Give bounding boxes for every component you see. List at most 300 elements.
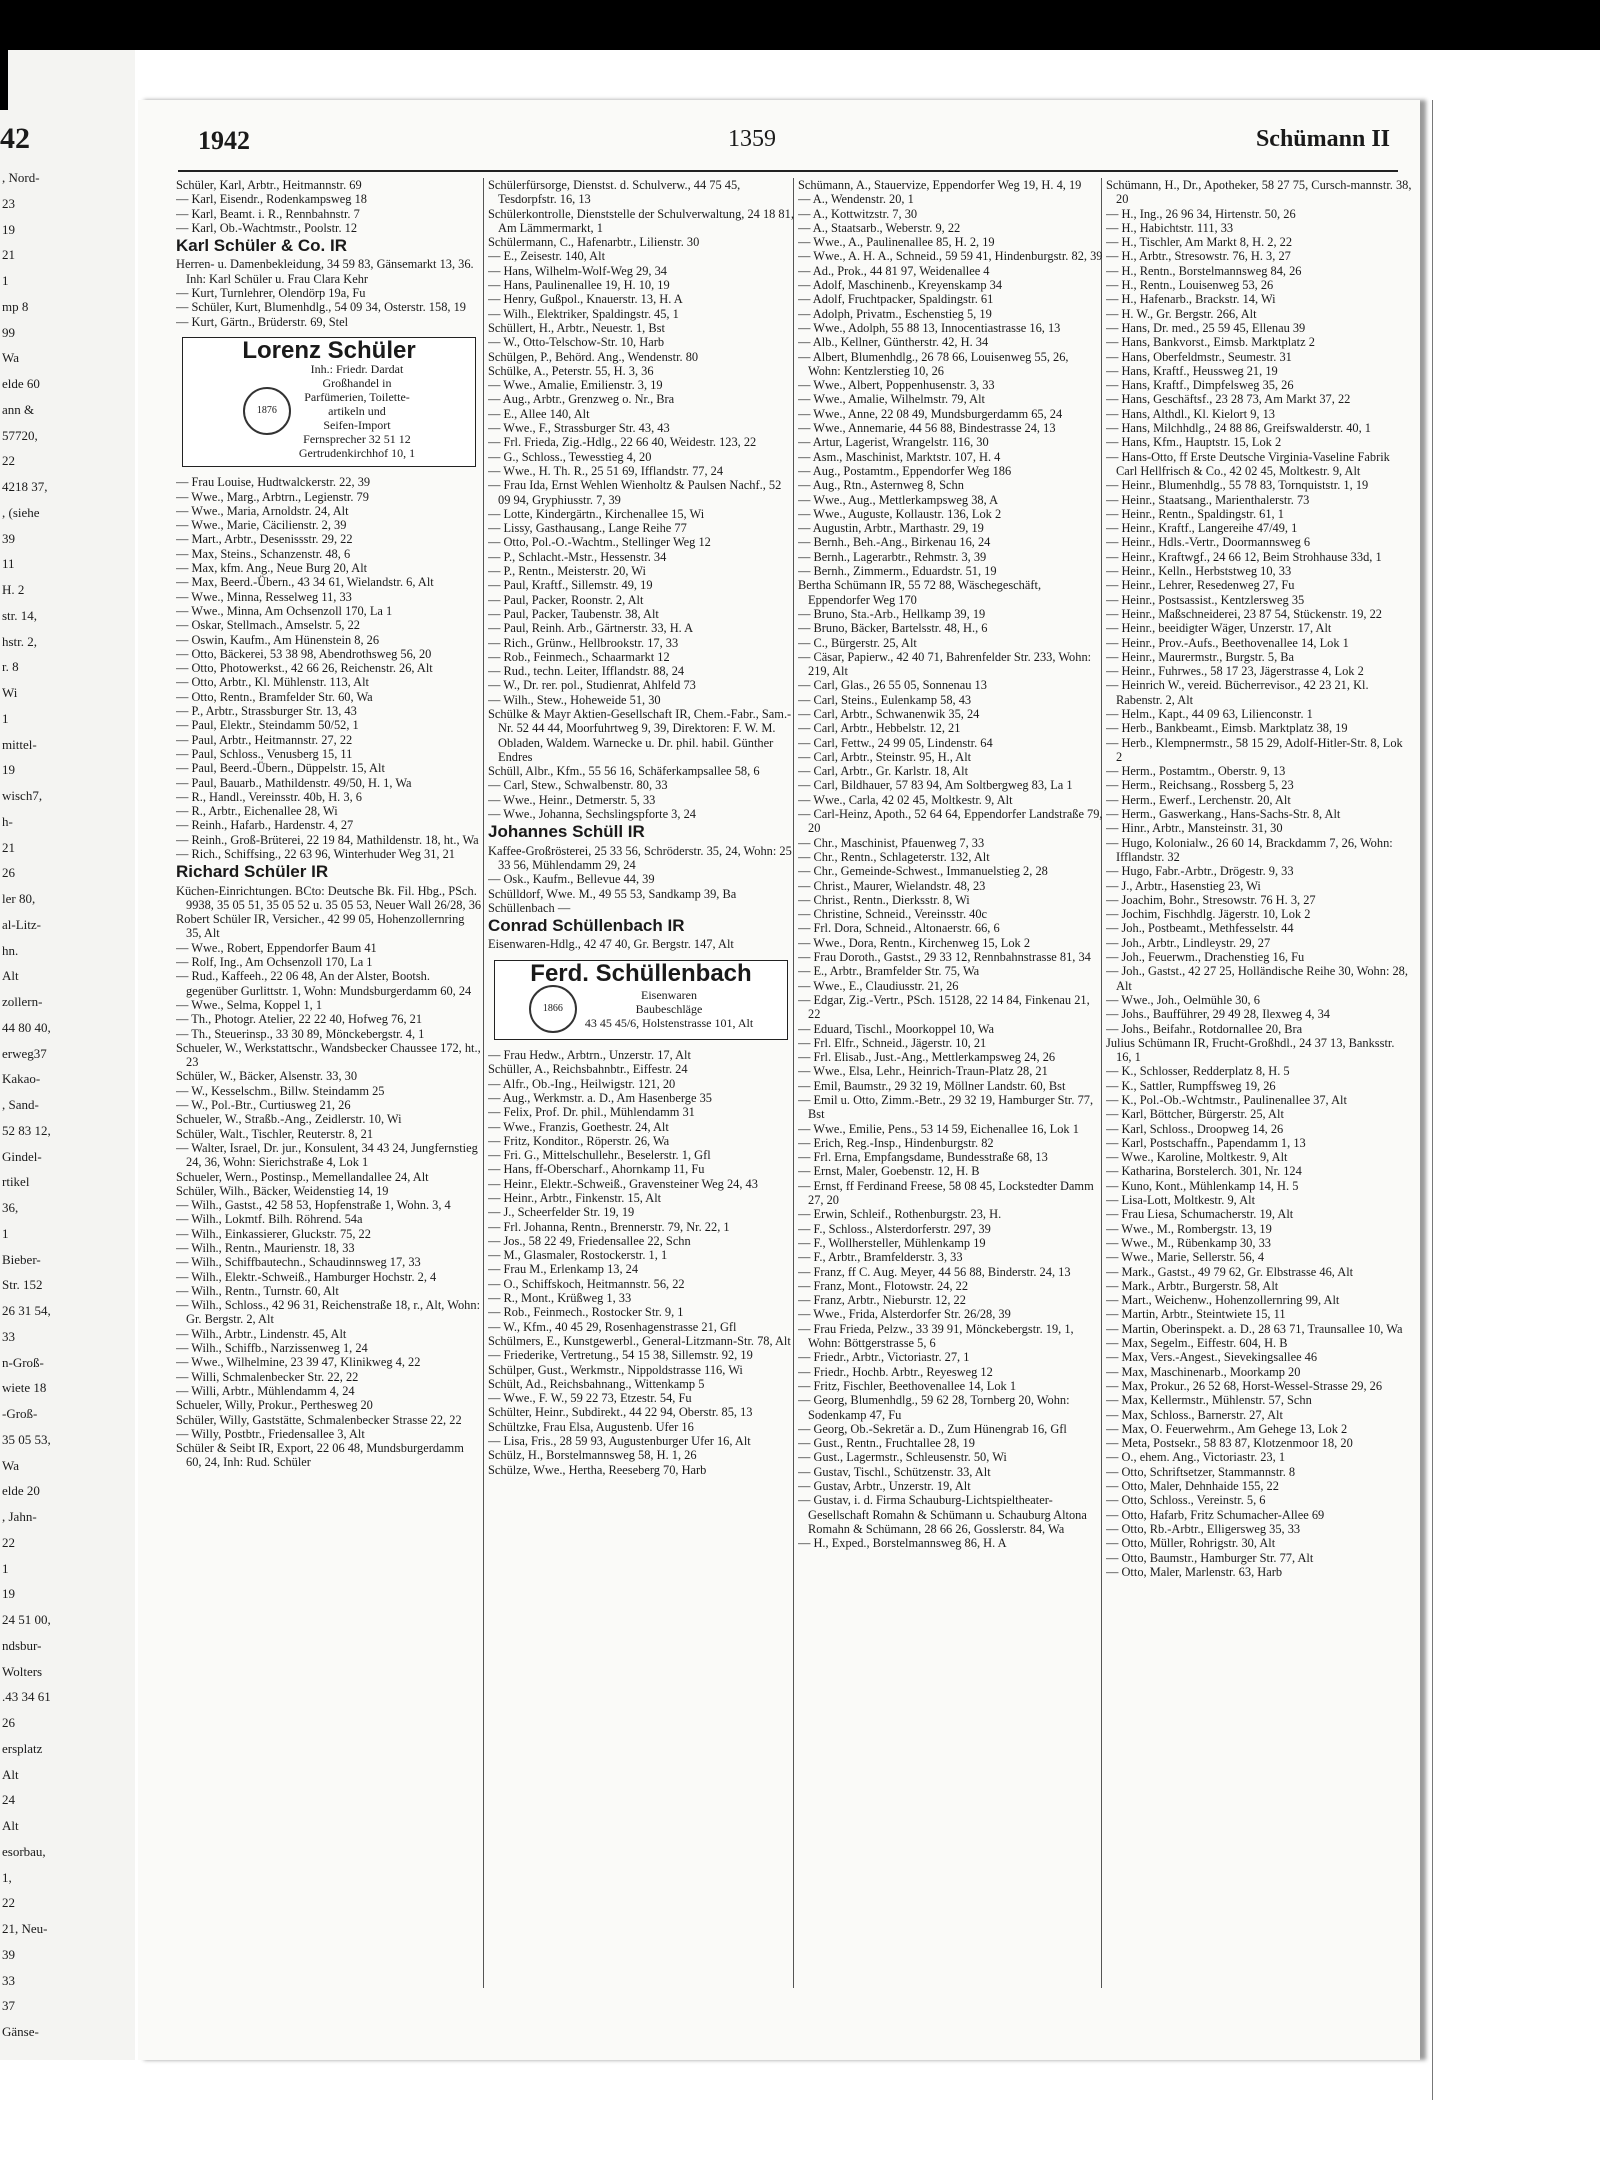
directory-entry: — Otto, Rb.-Arbtr., Elligersweg 35, 33 [1106,1521,1301,1536]
directory-entry: — Heinr., Fuhrwes., 58 17 23, Jägerstrasse 4, Lok 2 [1106,664,1364,679]
directory-entry: — Frau M., Erlenkamp 13, 24 [488,1262,639,1277]
directory-entry: — Herm., Ewerf., Lerchenstr. 20, Alt [1106,792,1291,807]
directory-entry: — Carl, Fettw., 24 99 05, Lindenstr. 64 [798,735,993,750]
directory-entry: — Otto, Maler, Dehnhaide 155, 22 [1106,1479,1279,1494]
directory-entry: — Franz, Arbtr., Nieburstr. 12, 22 [798,1293,966,1308]
directory-entry: — Schüler, Kurt, Blumenhdlg., 54 09 34, Osterstr. 158, 19 [176,300,466,315]
directory-entry: — Joachim, Bohr., Stresowstr. 76 H. 3, 27 [1106,892,1316,907]
previous-page-fragment: 1 [2,1560,9,1576]
directory-entry: — Karl, Beamt. i. R., Rennbahnstr. 7 [176,206,360,221]
previous-page-fragment: 36, [2,1200,19,1216]
directory-entry: — Adolph, Privatm., Eschenstieg 5, 19 [798,306,992,321]
directory-entry: — Heinr., Kelln., Herbststweg 10, 33 [1106,564,1292,579]
directory-entry: — Wwe., Minna, Am Ochsenzoll 170, La 1 [176,603,393,618]
directory-entry: Gertrudenkirchhof 10, 1 [298,446,416,461]
directory-entry: — Wwe., H. Th. R., 25 51 69, Ifflandstr. 77, 24 [488,463,724,478]
previous-page-fragment: 19 [2,762,15,778]
previous-page-fragment: mp 8 [2,298,29,314]
directory-entry: — Otto, Pol.-O.-Wachtm., Stellinger Weg 12 [488,535,711,550]
previous-page-fragment: 26 [2,865,15,881]
directory-entry: — Joh., Feuerwm., Drachenstieg 16, Fu [1106,950,1305,965]
directory-entry: — Kuno, Kont., Mühlenkamp 14, H. 5 [1106,1178,1299,1193]
directory-entry: — Katharina, Borstelerch. 301, Nr. 124 [1106,1164,1302,1179]
previous-page-fragment: 23 [2,195,15,211]
directory-entry: — Heinr., Maßschneiderei, 23 87 54, Stückenstr. 19, 22 [1106,606,1382,621]
previous-page-fragment: 1 [2,710,9,726]
directory-entry: — Heinr., Postsassist., Kentzlersweg 35 [1106,592,1305,607]
directory-entry: Schülter, Heinr., Subdirekt., 44 22 94, Oberstr. 85, 13 [488,1405,753,1420]
previous-page-fragment: 1, [2,1869,12,1885]
directory-entry: — Aug., Rtn., Asternweg 8, Schn [798,478,964,493]
directory-entry: — Oskar, Stellmach., Amselstr. 5, 22 [176,618,360,633]
directory-entry: — Albert, Blumenhdlg., 26 78 66, Louisenweg 55, 26, Wohn: Kentzlerstieg 10, 26 [798,349,1069,378]
previous-page-fragment: 99 [2,324,15,340]
directory-entry: — Hans, Kraftf., Dimpfelsweg 35, 26 [1106,378,1294,393]
previous-page-number: 42 [0,122,30,155]
entry-list [488,844,794,915]
directory-entry: — Wwe., Carla, 42 02 45, Moltkestr. 9, Alt [798,792,1013,807]
previous-page-fragment: 44 80 40, [2,1019,51,1035]
directory-entry: Schülke & Mayr Aktien-Gesellschaft IR, Chem.-Fabr., Sam.-Nr. 52 44 44, Moorfuhrtweg 9, 39, Direktoren: F. W. M. Obladen, Waldem. Warnecke u. Dr. phil. habil. Günther Endres [488,706,792,764]
directory-entry: — J., Scheerfelder Str. 19, 19 [488,1205,635,1220]
directory-entry: Schülermann, C., Hafenarbtr., Lilienstr. 30 [488,235,700,250]
directory-entry: — Jochim, Fischhdlg. Jägerstr. 10, Lok 2 [1106,907,1311,922]
directory-entry: — Carl, Arbtr., Schwanenwik 35, 24 [798,706,980,721]
directory-entry: — Wwe., Joh., Oelmühle 30, 6 [1106,992,1260,1007]
directory-entry: — Christine, Schneid., Vereinsstr. 40c [798,907,988,922]
directory-page [138,100,1420,2060]
directory-entry: Schüler & Seibt IR, Export, 22 06 48, Mundsburgerdamm 60, 24, Inh: Rud. Schüler [176,1441,464,1470]
directory-entry: — Th., Photogr. Atelier, 22 22 40, Hofweg 76, 21 [176,1012,423,1027]
directory-entry: — Hans, Kraftf., Heussweg 21, 19 [1106,363,1278,378]
directory-entry: — Cäsar, Papierw., 42 40 71, Bahrenfelder Str. 233, Wohn: 219, Alt [798,649,1092,679]
directory-entry: Fernsprecher 32 51 12 [303,432,411,447]
directory-entry: — Heinr., Arbtr., Finkenstr. 15, Alt [488,1191,662,1205]
directory-entry: Schülz, H., Borstelmannsweg 58, H. 1, 26 [488,1448,697,1463]
ad-title: Ferd. Schüllenbach [530,959,752,987]
directory-entry: — Wwe., Amalie, Wilhelmstr. 79, Alt [798,392,985,407]
directory-entry: — Carl, Bildhauer, 57 83 94, Am Soltbergweg 83, La 1 [798,778,1073,793]
directory-entry: Seifen-Import [323,418,391,433]
previous-page-fragment: 24 51 00, [2,1612,51,1628]
entry-list [488,937,794,951]
directory-entry: — Bruno, Sta.-Arb., Hellkamp 39, 19 [798,606,986,621]
directory-entry: — Osk., Kaufm., Bellevue 44, 39 [488,872,655,887]
directory-entry: — Heinr., Maurermstr., Burgstr. 5, Ba [1106,649,1295,664]
directory-entry: — Frau Doroth., Gastst., 29 33 12, Rennbahnstrasse 81, 34 [798,950,1091,965]
previous-page-fragment: Gindel- [2,1148,42,1164]
directory-entry: Parfümerien, Toilette- [304,390,410,405]
previous-page-fragment: elde 60 [2,376,40,392]
directory-entry: — Frl. Johanna, Rentn., Brennerstr. 79, Nr. 22, 1 [488,1219,730,1234]
directory-entry: — Otto, Schloss., Vereinstr. 5, 6 [1106,1493,1266,1508]
directory-entry: — Wwe., M., Rombergstr. 13, 19 [1106,1221,1272,1236]
directory-entry: — Paul, Packer, Taubenstr. 38, Alt [488,606,659,621]
directory-entry: — Wilh., Elektr.-Schweiß., Hamburger Hochstr. 2, 4 [176,1269,437,1284]
directory-entry: — P., Arbtr., Strassburger Str. 13, 43 [176,704,357,719]
directory-entry: — Otto, Schriftsetzer, Stammannstr. 8 [1106,1464,1296,1479]
directory-entry: — Mart., Arbtr., Desenissstr. 29, 22 [176,532,353,547]
previous-page-fragment: Kakao- [2,1071,41,1087]
directory-entry: — Erich, Reg.-Insp., Hindenburgstr. 82 [798,1135,994,1150]
entry-list [798,178,1104,1551]
directory-entry: — Paul, Schloss., Venusberg 15, 11 [176,746,353,761]
directory-entry: — Bernh., Beh.-Ang., Birkenau 16, 24 [798,535,991,550]
directory-entry: — Carl, Arbtr., Steinstr. 95, H., Alt [798,749,972,764]
directory-entry: — Adolf, Maschinenb., Kreyenskamp 34 [798,278,1003,293]
directory-entry: — Gustav, Arbtr., Unzerstr. 19, Alt [798,1479,971,1494]
directory-entry: — Max, Vers.-Angest., Sievekingsallee 46 [1106,1350,1318,1365]
directory-entry: — Karl, Böttcher, Bürgerstr. 25, Alt [1106,1107,1284,1122]
directory-entry: — R., Mont., Krüßweg 1, 33 [488,1291,632,1306]
directory-entry: Julius Schümann IR, Frucht-Großhdl., 24 37 13, Banksstr. 16, 1 [1106,1035,1395,1065]
previous-page-fragment: Bieber- [2,1251,41,1267]
directory-entry: — Wilh., Lokmtf. Bilh. Röhrend. 54a [176,1212,363,1227]
previous-page-fragment: , Nord- [2,170,40,185]
directory-entry: — Wilh., Schiffbautechn., Schaudinnsweg 17, 33 [176,1255,421,1270]
directory-entry: — Kurt, Gärtn., Brüderstr. 69, Stel [176,314,349,329]
directory-entry: — Wilh., Schiffb., Narzissenweg 1, 24 [176,1341,368,1356]
directory-entry: — Wwe., Marg., Arbtrn., Legienstr. 79 [176,489,369,504]
directory-entry: — Hans, Kfm., Hauptstr. 15, Lok 2 [1106,435,1282,450]
directory-entry: — Edgar, Zig.-Vertr., PSch. 15128, 22 14 84, Finkenau 21, 22 [798,992,1090,1022]
directory-entry: — Artur, Lagerist, Wrangelstr. 116, 30 [798,435,989,450]
directory-entry: — Wilh., Arbtr., Lindenstr. 45, Alt [176,1326,347,1341]
directory-entry: Schültzke, Frau Elsa, Augustenb. Ufer 16 [488,1419,694,1434]
directory-entry: — Chr., Maschinist, Pfauenweg 7, 33 [798,835,985,850]
directory-entry: — Karl, Schloss., Droopweg 14, 26 [1106,1121,1284,1136]
directory-entry: — Wwe., Wilhelmine, 23 39 47, Klinikweg 4, 22 [176,1355,421,1370]
directory-entry: Robert Schüler IR, Versicher., 42 99 05, Hohenzollernring 35, Alt [176,912,465,941]
directory-entry: — Wwe., Marie, Cäcilienstr. 2, 39 [176,518,347,533]
directory-entry: — Carl, Glas., 26 55 05, Sonnenau 13 [798,678,987,693]
directory-entry: — Frau Liesa, Schumacherstr. 19, Alt [1106,1207,1294,1222]
previous-page-fragment: ann & [2,401,35,417]
entry-list [176,884,482,1470]
directory-entry: — Rob., Feinmech., Rostocker Str. 9, 1 [488,1305,684,1320]
directory-entry: Schülmers, E., Kunstgewerbl., General-Litzmann-Str. 78, Alt [488,1333,791,1348]
directory-entry: — Wwe., Marie, Sellerstr. 56, 4 [1106,1250,1265,1265]
directory-entry: — Wwe., Emilie, Pens., 53 14 59, Eichenallee 16, Lok 1 [798,1121,1079,1136]
directory-entry: — Aug., Arbtr., Grenzweg o. Nr., Bra [488,392,675,407]
directory-entry: — Frl. Erna, Empfangsdame, Bundesstraße 68, 13 [798,1150,1048,1165]
previous-page-fragment: 37 [2,1998,15,2014]
directory-entry: — E., Allee 140, Alt [488,406,590,421]
previous-page-fragment: 35 05 53, [2,1431,51,1447]
directory-entry: Schülldorf, Wwe. M., 49 55 53, Sandkamp 39, Ba [488,886,737,901]
directory-entry: — Lissy, Gasthausang., Lange Reihe 77 [488,521,687,536]
directory-entry: — Wilh., Schloss., 42 96 31, Reichenstraße 18, r., Alt, Wohn: Gr. Bergstr. 2, Alt [176,1298,481,1327]
directory-entry: — Frau Hedw., Arbtrn., Unzerstr. 17, Alt [488,1048,691,1063]
directory-entry: Küchen-Einrichtungen. BCto: Deutsche Bk. Fil. Hbg., PSch. 9938, 35 05 51, 35 05 52 u. 35 05 53, Neuer Wall 26/28, 36 [176,883,482,912]
directory-entry: Schüllenbach — [488,900,571,915]
directory-entry: — R., Arbtr., Eichenallee 28, Wi [176,804,338,819]
directory-entry: Schülper, Gust., Werkmstr., Nippoldstrasse 116, Wi [488,1362,743,1377]
directory-entry: — Wilh., Stew., Hoheweide 51, 30 [488,692,661,707]
directory-entry: — Heinr., Staatsang., Marienthalerstr. 73 [1106,492,1310,507]
ad-title: Lorenz Schüler [242,336,416,364]
directory-entry: — Wilh., Einkassierer, Gluckstr. 75, 22 [176,1226,371,1241]
directory-entry: — Wwe., Johanna, Sechslingspforte 3, 24 [488,807,696,822]
directory-entry: — H. W., Gr. Bergstr. 266, Alt [1106,306,1257,321]
directory-entry: — Rud., Kaffeeh., 22 06 48, An der Alster, Bootsh. gegenüber Gurlittstr. 1, Wohn: Mundsburgerdamm 60, 24 [176,969,472,998]
directory-entry: — A., Kottwitzstr. 7, 30 [798,206,918,221]
directory-entry: — Max, Schloss., Barnerstr. 27, Alt [1106,1407,1283,1422]
column-1 [176,178,482,1978]
directory-entry: — Lisa-Lott, Moltkestr. 9, Alt [1106,1193,1256,1208]
directory-entry: — Lotte, Kindergärtn., Kirchenallee 15, Wi [488,506,705,521]
previous-page-fragment: 11 [2,556,15,572]
directory-entry: — E., Arbtr., Bramfelder Str. 75, Wa [798,964,980,979]
directory-entry: — Fritz, Fischler, Beethovenallee 14, Lok 1 [798,1378,1017,1393]
directory-entry: — Chr., Rentn., Schlageterstr. 132, Alt [798,849,990,864]
directory-entry: — Chr., Gemeinde-Schwest., Immanuelstieg 2, 28 [798,864,1048,879]
directory-entry: — Heinr., beeidigter Wäger, Unzerstr. 17, Alt [1106,621,1332,636]
previous-page-fragment: 26 [2,1715,15,1731]
previous-page-fragment: 19 [2,221,15,237]
directory-entry: — H., Rentn., Borstelmannsweg 84, 26 [1106,263,1302,278]
directory-entry: — O., Schiffskoch, Heitmannstr. 56, 22 [488,1276,685,1291]
directory-entry: — Fri. G., Mittelschullehr., Beselerstr. 1, Gfl [488,1148,711,1163]
previous-page-fragment: Wi [2,685,18,701]
directory-entry: — Gustav, Tischl., Schützenstr. 33, Alt [798,1464,991,1479]
directory-entry: — Max, Prokur., 26 52 68, Horst-Wessel-Strasse 29, 26 [1106,1378,1383,1393]
directory-entry: — Wilh., Rentn., Maurienstr. 18, 33 [176,1241,355,1255]
directory-entry: — Herb., Klempnermstr., 58 15 29, Adolf-Hitler-Str. 8, Lok 2 [1106,735,1403,764]
directory-entry: — Helm., Kapt., 44 09 63, Lilienconstr. 1 [1106,706,1313,721]
directory-entry: Schülerkontrolle, Dienststelle der Schulverwaltung, 24 18 81, Am Lämmermarkt, 1 [488,206,794,235]
previous-page-fragment: 39 [2,530,15,546]
directory-entry: Schüller, A., Reichsbahnbtr., Eiffestr. 24 [488,1062,688,1077]
previous-page-fragment: n-Groß- [2,1354,44,1370]
directory-entry: Großhandel in [322,376,392,391]
directory-entry: — H., Exped., Borstelmannsweg 86, H. A [798,1536,1007,1551]
previous-page-fragment: 57720, [2,427,38,443]
directory-entry: — K., Sattler, Rumpffsweg 19, 26 [1106,1078,1276,1093]
directory-entry: — Otto, Rentn., Bramfelder Str. 60, Wa [176,689,373,704]
previous-page-fragment: elde 20 [2,1483,40,1499]
directory-entry: Schueler, Willy, Prokur., Perthesweg 20 [176,1398,373,1413]
directory-entry: — O., ehem. Ang., Victoriastr. 23, 1 [1106,1450,1286,1465]
directory-entry: — Hugo, Fabr.-Arbtr., Drögestr. 9, 33 [1106,864,1294,879]
page-edge-shadow [1432,100,1433,2100]
directory-entry: — Emil u. Otto, Zimm.-Betr., 29 32 19, Hamburger Str. 77, Bst [798,1093,1094,1122]
previous-page-fragment: Str. 152 [2,1277,43,1293]
directory-entry: — P., Schlacht.-Mstr., Hessenstr. 34 [488,549,667,564]
previous-page-fragment: 26 31 54, [2,1303,51,1319]
directory-entry: — Herb., Bankbeamt., Eimsb. Marktplatz 38, 19 [1106,721,1348,736]
directory-entry: — Frl. Elfr., Schneid., Jägerstr. 10, 21 [798,1035,987,1050]
directory-entry: Schült, Ad., Reichsbahnang., Wittenkamp 5 [488,1376,705,1391]
entry-list [488,178,794,821]
directory-entry: — Frl. Elisab., Just.-Ang., Mettlerkampsweg 24, 26 [798,1050,1056,1065]
directory-entry: — H., Arbtr., Stresowstr. 76, H. 3, 27 [1106,249,1291,264]
directory-entry: Schülke, A., Peterstr. 55, H. 3, 36 [488,363,654,378]
directory-entry: Eisenwaren [641,988,697,1003]
directory-entry: — Georg, Ob.-Sekretär a. D., Zum Hünengrab 16, Gfl [798,1421,1067,1436]
directory-entry: — Otto, Photowerkst., 42 66 26, Reichenstr. 26, Alt [176,661,433,676]
directory-entry: — Rob., Feinmech., Schaarmarkt 12 [488,649,670,664]
directory-entry: — Eduard, Tischl., Moorkoppel 10, Wa [798,1021,994,1036]
directory-entry: — Friedr., Arbtr., Victoriastr. 27, 1 [798,1350,970,1365]
directory-entry: — Wwe., F. W., 59 22 73, Etzestr. 54, Fu [488,1391,692,1406]
directory-entry: — Joh., Gastst., 42 27 25, Holländische Reihe 30, Wohn: 28, Alt [1106,964,1408,993]
directory-entry: — Hans, Geschäftsf., 23 28 73, Am Markt 37, 22 [1106,392,1351,407]
previous-page-fragment: ndsbur- [2,1637,42,1653]
directory-entry: Schüler, Wilh., Bäcker, Weidenstieg 14, 19 [176,1183,389,1198]
ad-text [585,988,753,1030]
directory-entry: Schueler, W., Straßb.-Ang., Zeidlerstr. 10, Wi [176,1112,402,1127]
directory-entry: — Otto, Müller, Rohrigstr. 30, Alt [1106,1536,1276,1551]
directory-entry: — Wwe., Auguste, Kollaustr. 136, Lok 2 [798,506,1002,521]
directory-entry: — Carl, Steins., Eulenkamp 58, 43 [798,692,972,707]
directory-entry: — Georg, Blumenhdlg., 59 62 28, Tornberg 20, Wohn: Sodenkamp 47, Fu [798,1393,1070,1422]
directory-entry: — J., Arbtr., Hasenstieg 23, Wi [1106,878,1261,893]
directory-entry: Bertha Schümann IR, 55 72 88, Wäschegeschäft, Eppendorfer Weg 170 [798,578,1042,607]
directory-entry: — C., Bürgerstr. 25, Alt [798,635,917,650]
directory-entry: — Wwe., E., Claudiusstr. 21, 26 [798,978,959,993]
directory-entry: — Lisa, Fris., 28 59 93, Augustenburger Ufer 16, Alt [488,1434,751,1449]
directory-entry: — Hugo, Kolonialw., 26 60 14, Brackdamm 7, 26, Wohn: Ifflandstr. 32 [1106,835,1393,864]
directory-entry: — Carl-Heinz, Apoth., 52 64 64, Eppendorfer Landstraße 79, 20 [798,807,1103,836]
directory-entry: — Frl. Frieda, Zig.-Hdlg., 22 66 40, Weidestr. 123, 22 [488,435,757,450]
directory-entry: Kaffee-Großrösterei, 25 33 56, Schröderstr. 35, 24, Wohn: 25 33 56, Mühlendamm 29, 24 [488,843,792,872]
entry-list [176,178,482,235]
directory-entry: — Th., Steuerinsp., 33 30 89, Mönckebergstr. 4, 1 [176,1026,425,1041]
directory-entry: — Max, Segelm., Eiffestr. 604, H. B [1106,1336,1288,1351]
directory-entry: — H., Ing., 26 96 34, Hirtenstr. 50, 26 [1106,206,1296,221]
firm-heading: Richard Schüler IR [176,862,329,882]
directory-entry: — Rich., Schiffsing., 22 63 96, Winterhuder Weg 31, 21 [176,846,455,861]
directory-entry: — Johs., Baufführer, 29 49 28, Ilexweg 4, 34 [1106,1007,1330,1022]
directory-entry: — Jos., 58 22 49, Friedensallee 22, Schn [488,1233,691,1248]
previous-page-fragment: , (siehe [2,504,40,520]
directory-entry: — Erwin, Schleif., Rothenburgstr. 23, H. [798,1207,1002,1222]
previous-page-fragment: 21, Neu- [2,1921,48,1937]
directory-entry: — Aug., Postamtm., Eppendorfer Weg 186 [798,463,1012,478]
previous-page-fragment: zollern- [2,994,43,1010]
directory-entry: — Franz, ff C. Aug. Meyer, 44 56 88, Binderstr. 24, 13 [798,1264,1071,1279]
wreath-seal-icon: 1876 [243,387,291,435]
directory-entry: — Oswin, Kaufm., Am Hünenstein 8, 26 [176,632,380,647]
directory-entry: Schüler, Willy, Gaststätte, Schmalenbecker Strasse 22, 22 [176,1412,462,1427]
entry-list [1106,178,1412,1579]
directory-entry: — Paul, Elektr., Steindamm 50/52, 1 [176,718,359,733]
directory-entry: — H., Hafenarb., Brackstr. 14, Wi [1106,292,1276,307]
directory-entry: Schüler, Walt., Tischler, Reuterstr. 8, 21 [176,1126,374,1141]
directory-entry: — Wwe., Karoline, Moltkestr. 9, Alt [1106,1150,1288,1165]
directory-entry: — Wwe., Aug., Mettlerkampsweg 38, A [798,492,999,507]
directory-entry: Schueler, W., Werkstattschr., Wandsbecker Chaussee 172, ht., 23 [176,1040,481,1070]
directory-entry: — Otto, Hafarb, Fritz Schumacher-Allee 69 [1106,1507,1325,1522]
previous-page-fragment: 33 [2,1328,15,1344]
directory-entry: — A., Staatsarb., Weberstr. 9, 22 [798,220,961,235]
directory-entry: — Karl, Eisendr., Rodenkampsweg 18 [176,192,367,207]
directory-entry: — W., Kfm., 40 45 29, Rosenhagenstrasse 21, Gfl [488,1319,737,1334]
directory-entry: — Otto, Baumstr., Hamburger Str. 77, Alt [1106,1550,1314,1565]
entry-list [488,1048,794,1477]
directory-entry: — Heinr., Hdls.-Vertr., Doormannsweg 6 [1106,535,1311,550]
directory-entry: — Wwe., Amalie, Emilienstr. 3, 19 [488,378,663,393]
directory-entry: — Kurt, Turnlehrer, Olendörp 19a, Fu [176,286,366,301]
directory-entry: — M., Glasmaler, Rostockerstr. 1, 1 [488,1248,668,1263]
directory-entry: — Max, O. Feuerwehrm., Am Gehege 13, Lok 2 [1106,1421,1348,1436]
directory-entry: — Rolf, Ing., Am Ochsenzoll 170, La 1 [176,955,373,970]
directory-entry: — Wilh., Gastst., 42 58 53, Hopfenstraße 1, Wohn. 3, 4 [176,1198,451,1213]
directory-entry: — Frau Ida, Ernst Wehlen Wienholtz & Paulsen Nachf., 52 09 94, Gryphiusstr. 7, 39 [488,478,782,507]
directory-entry: — Heinr., Lehrer, Resedenweg 27, Fu [1106,578,1295,593]
directory-entry: — Paul, Reinh. Arb., Gärtnerstr. 33, H. A [488,621,694,636]
directory-entry: — Hans, Bankvorst., Eimsb. Marktplatz 2 [1106,335,1315,350]
directory-entry: — Gustav, i. d. Firma Schauburg-Lichtspieltheater-Gesellschaft Romahn & Schümann u. Schauburg Altona Romahn & Schümann, 28 66 26, Gosslerstr. 84, Wa [798,1493,1087,1536]
directory-entry: — Willy, Postbtr., Friedensallee 3, Alt [176,1426,365,1441]
directory-entry: — Heinr., Elektr.-Schweiß., Gravensteiner Weg 24, 43 [488,1176,758,1191]
directory-entry: — Mark., Gastst., 49 79 62, Gr. Elbstrasse 46, Alt [1106,1264,1354,1279]
directory-entry: — Heinr., Kraftwgf., 24 66 12, Beim Strohhause 33d, 1 [1106,549,1382,564]
directory-entry: — Gust., Lagermstr., Schleusenstr. 50, Wi [798,1450,1007,1465]
directory-entry: — Martin, Oberinspekt. a. D., 28 63 71, Traunsallee 10, Wa [1106,1321,1403,1336]
advertisement-box [182,337,476,467]
directory-entry: — Frl. Dora, Schneid., Altonaerstr. 66, 6 [798,921,1000,936]
directory-entry: — Wwe., Franzis, Goethestr. 24, Alt [488,1119,669,1134]
directory-entry: — Carl, Stew., Schwalbenstr. 80, 33 [488,778,668,793]
directory-entry: — Aug., Werkmstr. a. D., Am Hasenberge 35 [488,1090,712,1105]
directory-entry: Schüler, W., Bäcker, Alsenstr. 33, 30 [176,1069,358,1084]
directory-entry: — Wwe., Maria, Arnoldstr. 24, Alt [176,503,349,518]
directory-entry: Schülze, Wwe., Hertha, Reeseberg 70, Harb [488,1462,707,1477]
directory-entry: — Mart., Weichenw., Hohenzollernring 99, Alt [1106,1293,1340,1308]
firm-heading: Karl Schüler & Co. IR [176,236,347,256]
directory-entry: — F., Arbtr., Bramfelderstr. 3, 33 [798,1250,963,1265]
directory-entry: — E., Zeisestr. 140, Alt [488,249,606,264]
directory-entry: — Heinr., Rentn., Spaldingstr. 61, 1 [1106,506,1284,521]
previous-page-fragment: Alt [2,1818,19,1834]
page-year: 1942 [198,126,250,155]
directory-entry: — Max, kfm. Ang., Neue Burg 20, Alt [176,561,368,576]
directory-entry: — Hans, Dr. med., 25 59 45, Ellenau 39 [1106,320,1306,335]
directory-entry: — Friedr., Hochb. Arbtr., Reyesweg 12 [798,1364,993,1379]
directory-entry: Inh.: Friedr. Dardat [310,362,404,377]
directory-entry: — Paul, Kraftf., Sillemstr. 49, 19 [488,578,653,593]
entry-list [176,257,482,328]
directory-entry: — Wwe., A. H. A., Schneid., 59 59 41, Hindenburgstr. 82, 39 [798,249,1103,264]
directory-entry: Eisenwaren-Hdlg., 42 47 40, Gr. Bergstr. 147, Alt [488,937,734,952]
directory-entry: — Ernst, Maler, Goebenstr. 12, H. B [798,1164,980,1179]
previous-page-fragment: hstr. 2, [2,633,38,649]
directory-entry: — Hans, Oberfeldmstr., Seumestr. 31 [1106,349,1292,364]
directory-entry: — Augustin, Arbtr., Marthastr. 29, 19 [798,521,984,536]
directory-entry: — Bruno, Bäcker, Bartelsstr. 48, H., 6 [798,621,988,636]
directory-entry: — A., Wendenstr. 20, 1 [798,192,914,207]
directory-entry: — Rud., techn. Leiter, Ifflandstr. 88, 24 [488,664,685,679]
advertisement-box [494,960,788,1040]
previous-page-fragment: ler 80, [2,891,36,907]
previous-page-fragment: H. 2 [2,582,25,598]
previous-page-fragment: 1 [2,273,9,288]
directory-entry: — Mark., Arbtr., Burgerstr. 58, Alt [1106,1278,1279,1293]
previous-page-fragment: wiete 18 [2,1380,47,1396]
directory-entry: — Christ., Maurer, Wielandstr. 48, 23 [798,878,986,893]
directory-entry: — W., Otto-Telschow-Str. 10, Harb [488,335,665,350]
previous-page-fragment: mittel- [2,736,37,752]
previous-page-fragment: Alt [2,968,19,984]
directory-entry: — Christ., Rentn., Dierksstr. 8, Wi [798,892,970,907]
previous-page-fragment: Wa [2,1457,19,1473]
directory-entry: Schümann, H., Dr., Apotheker, 58 27 75, Cursch-mannstr. 38, 20 [1106,178,1412,207]
directory-entry: Schüll, Albr., Kfm., 55 56 16, Schäferkampsallee 58, 6 [488,764,760,779]
previous-page-fragment: 22 [2,1895,15,1911]
directory-entry: — Heinr., Blumenhdlg., 55 78 83, Tornquiststr. 1, 19 [1106,478,1369,493]
